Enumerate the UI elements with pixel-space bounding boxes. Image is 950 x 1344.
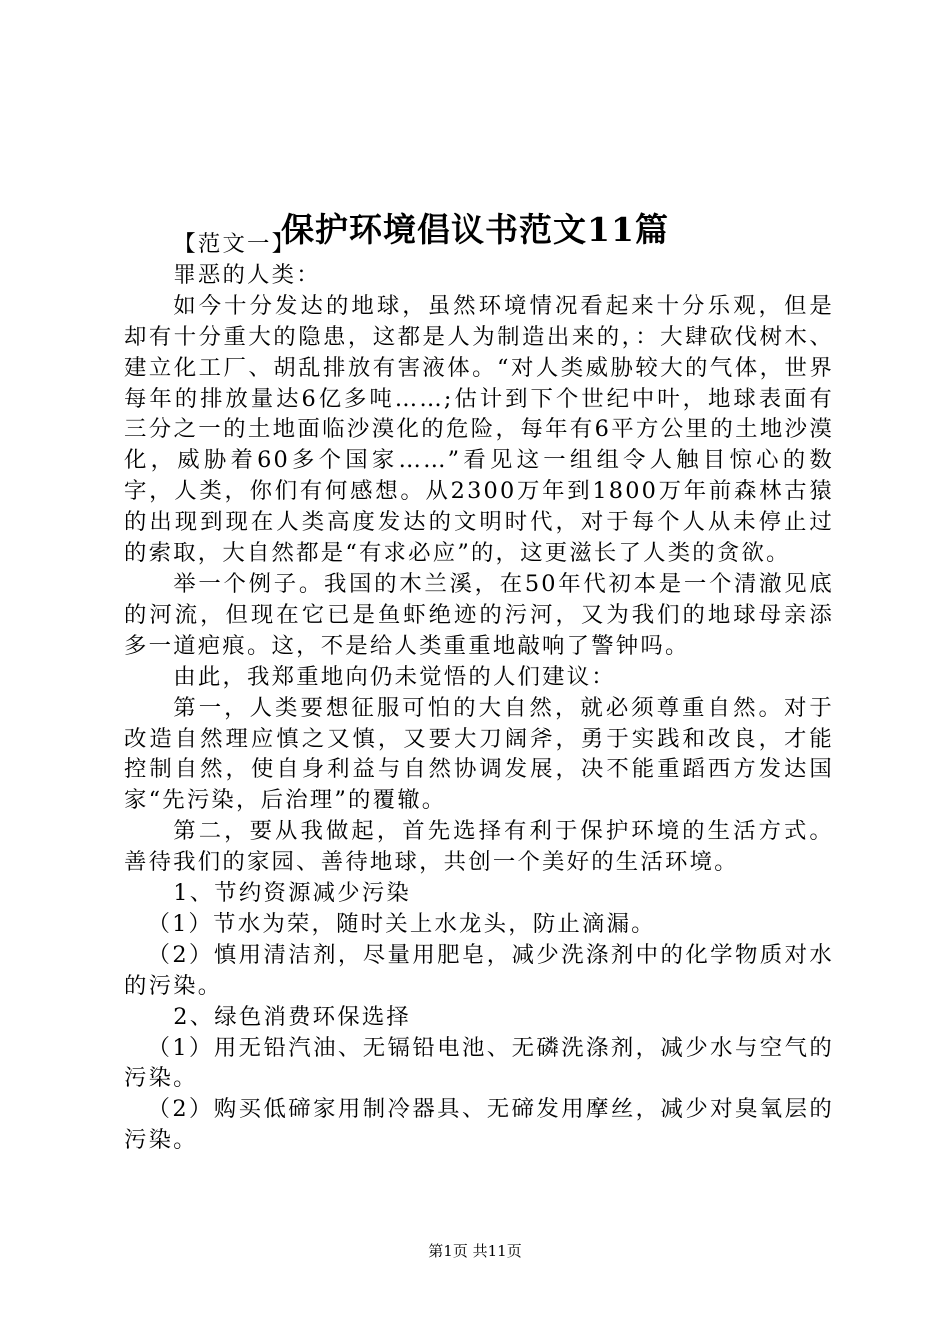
list-item: （1）节水为荣，随时关上水龙头，防止滴漏。	[147, 910, 656, 937]
list-heading: 2、绿色消费环保选择	[173, 1003, 412, 1030]
section-heading: 【范文一】	[173, 231, 297, 257]
salutation: 罪恶的人类：	[173, 261, 321, 288]
document-title: 保护环境倡议书范文11篇	[281, 210, 669, 250]
document-body	[124, 229, 834, 1156]
body-paragraph: 第二，要从我做起，首先选择有利于保护环境的生活方式。善待我们的家园、善待地球，共创一个美好的生活环境。	[124, 818, 834, 876]
body-paragraph: 如今十分发达的地球，虽然环境情况看起来十分乐观，但是却有十分重大的隐患，这都是人为制造出来的，：大肆砍伐树木、建立化工厂、胡乱排放有害液体。“对人类威胁较大的气体，世界每年的排放量达6亿多吨……;估计到下个世纪中叶，地球表面有三分之一的土地面临沙漠化的危险，每年有6平方公里的土地沙漠化，威胁着60多个国家……”看见这一组组令人触目惊心的数字，人类，你们有何感想。从2300万年到1800万年前森林古猿的出现到现在人类高度发达的文明时代，对于每个人从未停止过的索取，大自然都是“有求必应”的，这更滋长了人类的贪欲。	[124, 292, 834, 567]
page-footer: 第1页 共11页	[428, 1242, 522, 1260]
list-item: （1）用无铅汽油、无镉铅电池、无磷洗涤剂，减少水与空气的污染。	[124, 1034, 834, 1092]
body-paragraph: 举一个例子。我国的木兰溪，在50年代初本是一个清澈见底的河流，但现在它已是鱼虾绝迹的污河，又为我们的地球母亲添多一道疤痕。这，不是给人类重重地敲响了警钟吗。	[124, 570, 834, 659]
list-heading: 1、节约资源减少污染	[173, 880, 412, 907]
list-item: （2）慎用清洁剂，尽量用肥皂，减少洗涤剂中的化学物质对水的污染。	[124, 941, 834, 999]
body-paragraph: 由此，我郑重地向仍未觉悟的人们建议：	[173, 663, 616, 690]
list-item: （2）购买低碲家用制冷器具、无碲发用摩丝，减少对臭氧层的污染。	[124, 1096, 834, 1154]
body-paragraph: 第一，人类要想征服可怕的大自然，就必须尊重自然。对于改造自然理应慎之又慎，又要大刀阔斧，勇于实践和改良，才能控制自然，使自身利益与自然协调发展，决不能重蹈西方发达国家“先污染，后治理”的覆辙。	[124, 694, 834, 814]
